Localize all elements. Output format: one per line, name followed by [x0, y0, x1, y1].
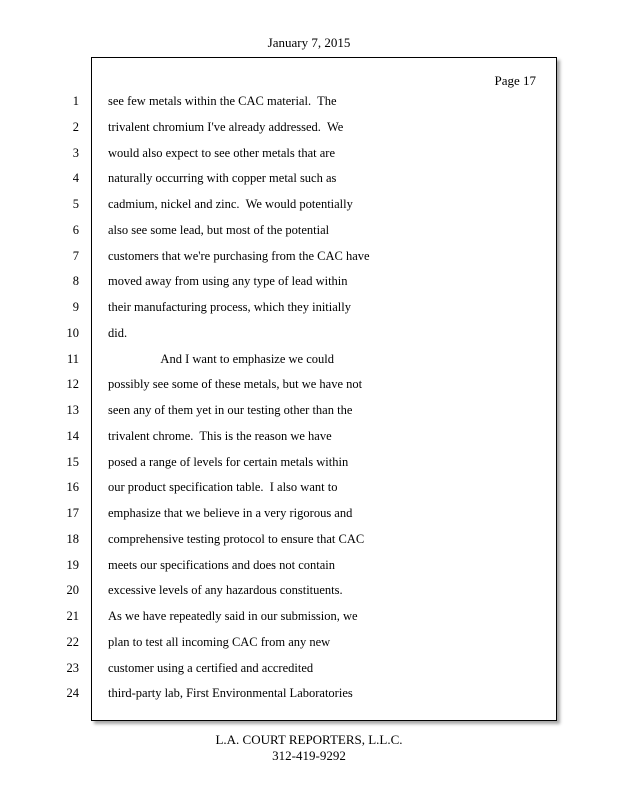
- line-text: customers that we're purchasing from the CAC have: [108, 249, 370, 263]
- line-number: 13: [66, 403, 79, 417]
- line-number: 17: [66, 506, 79, 520]
- line-number: 18: [66, 532, 79, 546]
- line-text: would also expect to see other metals that are: [108, 146, 336, 160]
- line-text: excessive levels of any hazardous constituents.: [108, 583, 343, 597]
- line-text: emphasize that we believe in a very rigorous and: [108, 506, 353, 520]
- line-text: third-party lab, First Environmental Laboratories: [108, 686, 353, 700]
- line-text: also see some lead, but most of the potential: [108, 223, 330, 237]
- line-number: 4: [72, 171, 79, 185]
- footer-phone: 312-419-9292: [272, 748, 346, 763]
- line-number: 7: [72, 249, 79, 263]
- line-number: 2: [72, 120, 79, 134]
- line-number: 6: [72, 223, 79, 237]
- line-text: trivalent chrome. This is the reason we have: [108, 429, 332, 443]
- line-number: 16: [66, 480, 79, 494]
- line-text: see few metals within the CAC material. The: [108, 94, 337, 108]
- line-number: 1: [72, 94, 79, 108]
- line-text: comprehensive testing protocol to ensure that CAC: [108, 532, 365, 546]
- line-text: our product specification table. I also want to: [108, 480, 338, 494]
- line-number: 12: [66, 377, 79, 391]
- line-number: 23: [66, 661, 79, 675]
- line-number: 15: [66, 455, 79, 469]
- line-text: customer using a certified and accredited: [108, 661, 314, 675]
- line-number: 9: [72, 300, 79, 314]
- line-number: 19: [66, 558, 79, 572]
- line-text: naturally occurring with copper metal such as: [108, 171, 337, 185]
- line-text: plan to test all incoming CAC from any new: [108, 635, 331, 649]
- line-number: 3: [72, 146, 79, 160]
- line-number: 20: [66, 583, 79, 597]
- line-number: 5: [72, 197, 79, 211]
- line-text: seen any of them yet in our testing other than the: [108, 403, 353, 417]
- line-text: cadmium, nickel and zinc. We would potentially: [108, 197, 353, 211]
- line-text: meets our specifications and does not contain: [108, 558, 336, 572]
- line-text: posed a range of levels for certain metals within: [108, 455, 349, 469]
- line-text: possibly see some of these metals, but we have not: [108, 377, 363, 391]
- line-number: 8: [72, 274, 79, 288]
- line-number: 21: [66, 609, 79, 623]
- line-number: 22: [66, 635, 79, 649]
- line-text: As we have repeatedly said in our submission, we: [108, 609, 358, 623]
- page-number: Page 17: [494, 73, 536, 88]
- line-text: And I want to emphasize we could: [108, 352, 334, 366]
- line-text: moved away from using any type of lead within: [108, 274, 348, 288]
- line-text: their manufacturing process, which they initially: [108, 300, 351, 314]
- line-number: 14: [66, 429, 79, 443]
- line-number: 10: [66, 326, 79, 340]
- line-number: 24: [66, 686, 79, 700]
- line-text: did.: [108, 326, 128, 340]
- footer-company: L.A. COURT REPORTERS, L.L.C.: [215, 732, 403, 747]
- header-date: January 7, 2015: [267, 35, 351, 50]
- line-text: trivalent chromium I've already addressed. We: [108, 120, 344, 134]
- line-number: 11: [66, 352, 79, 366]
